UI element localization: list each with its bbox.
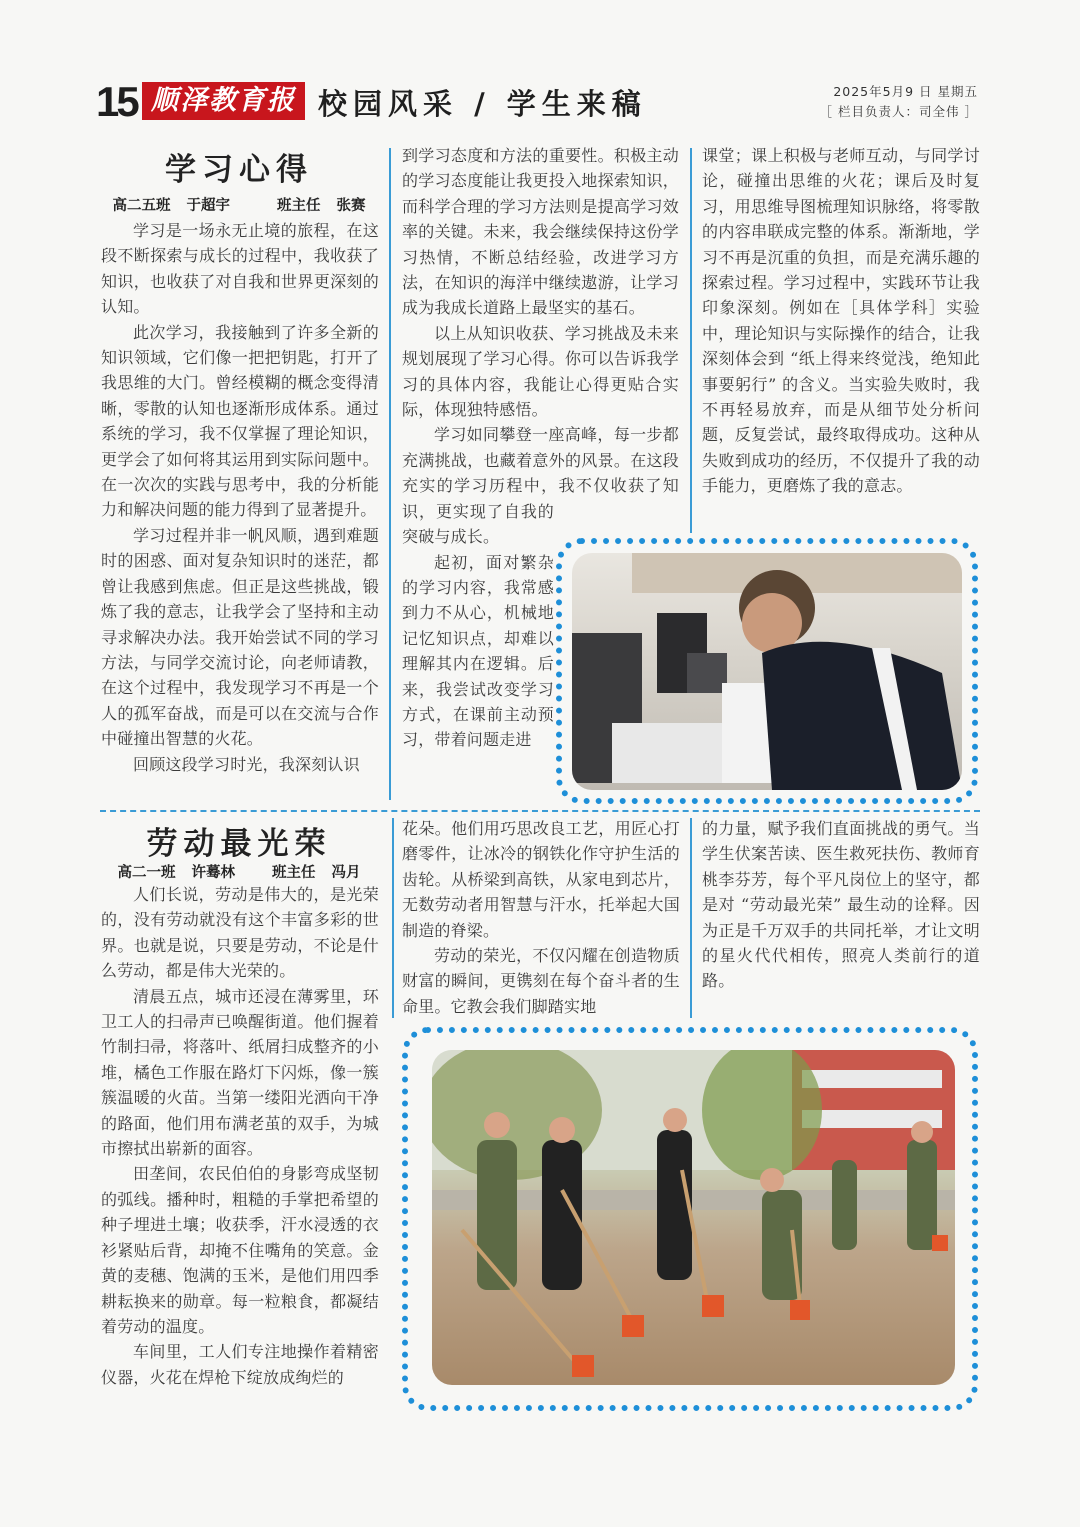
author-class: 高二一班 (117, 865, 176, 881)
paragraph: 回顾这段学习时光，我深刻认识 (133, 754, 360, 774)
students-labor-photo (432, 1050, 955, 1385)
article-title: 劳动最光荣 (146, 826, 332, 862)
article-column (702, 143, 980, 499)
paragraph: 劳动的荣光，不仅闪耀在创造物质财富的瞬间，更镌刻在每个奋斗者的生命里。它教会我们脚踏实地 (402, 946, 680, 1016)
page-number: 15 (96, 78, 137, 125)
column-editor: ［ 栏目负责人：司全伟 ］ (819, 104, 978, 119)
article-column (702, 816, 980, 994)
teacher-name: 张赛 (336, 198, 366, 214)
issue-date: 2025年5月9 日 星期五 (833, 84, 978, 99)
paragraph: 课堂；课上积极与老师互动，与同学讨论，碰撞出思维的火花；课后及时复习，用思维导图梳理知识脉络，将零散的内容串联成完整的体系。渐渐地，学习不再是沉重的负担，而是充满乐趣的探索过程。学习过程中，实践环节让我印象深刻。例如在［具体学科］实验中，理论知识与实际操作的结合，让我深刻体会到 “纸上得来终觉浅，绝知此事要躬行” 的含义。当实验失败时，我不再轻易放弃，而是从细节处分析问题，反复尝试，最终取得成功。这种从失败到成功的经历，不仅提升了我的动手能力，更磨炼了我的意志。 (702, 146, 980, 496)
author-name: 于超宇 (186, 198, 230, 214)
paragraph: 学习是一场永无止境的旅程，在这段不断探索与成长的过程中，我收获了知识，也收获了对自我和世界更深刻的认知。 (101, 221, 379, 317)
student-studying-photo (572, 553, 962, 790)
column-divider (389, 148, 391, 800)
column-divider (392, 818, 394, 1018)
paragraph: 学习如同攀登一座高峰，每一步都充满挑战，也藏着意外的风景。在这段充实的学习历程中，我不仅收获了知识，更实现了自我的突破与成长。 (402, 425, 679, 547)
paragraph: 清晨五点，城市还浸在薄雾里，环卫工人的扫帚声已唤醒街道。他们握着竹制扫帚，将落叶、纸屑扫成整齐的小堆，橘色工作服在路灯下闪烁，像一簇簇温暖的火苗。当第一缕阳光洒向干净的路面，他们用布满老茧的双手，为城市擦拭出崭新的面容。 (101, 986, 379, 1159)
article-column (101, 218, 379, 777)
paragraph: 学习过程并非一帆风顺，遇到难题时的困惑、面对复杂知识时的迷茫，都曾让我感到焦虑。但正是这些挑战，锻炼了我的意志，让我学会了坚持和主动寻求解决办法。我开始尝试不同的学习方法，与同学交流讨论，向老师请教，在这个过程中，我发现学习不再是一个人的孤军奋战，而是可以在交流与合作中碰撞出智慧的火花。 (101, 525, 379, 749)
column-divider (690, 818, 692, 1018)
article-byline (100, 194, 378, 215)
paragraph: 人们长说，劳动是伟大的，是光荣的，没有劳动就没有这个丰富多彩的世界。也就是说，只要是劳动，不论是什么劳动，都是伟大光荣的。 (101, 885, 379, 981)
article-title: 学习心得 (165, 152, 313, 188)
paragraph: 田垄间，农民伯伯的身影弯成坚韧的弧线。播种时，粗糙的手掌把希望的种子埋进土壤；收获季，汗水浸透的衣衫紧贴后背，却掩不住嘴角的笑意。金黄的麦穗、饱满的玉米，是他们用四季耕耘换来的勋章。每一粒粮食，都凝结着劳动的温度。 (101, 1164, 379, 1336)
newspaper-masthead-logo: 顺泽教育报 (142, 82, 305, 120)
paragraph: 到学习态度和方法的重要性。积极主动的学习态度能让我更投入地探索知识，而科学合理的学习方法则是提高学习效率的关键。未来，我会继续保持这份学习热情，不断总结经验，改进学习方法，在知识的海洋中继续遨游，让学习成为我成长道路上最坚实的基石。 (402, 146, 679, 318)
author-class: 高二五班 (112, 198, 171, 214)
teacher-label: 班主任 (277, 198, 321, 214)
paragraph: 起初，面对繁杂的学习内容，我常感到力不从心，机械地记忆知识点，却难以理解其内在逻辑。后来，我尝试改变学习方式，在课前主动预习，带着问题走进 (402, 552, 554, 750)
issue-info (806, 82, 978, 122)
photo-illustration (432, 1050, 955, 1385)
article-byline (100, 861, 378, 882)
article-column (402, 816, 680, 1019)
teacher-name: 冯月 (331, 865, 361, 881)
paragraph: 花朵。他们用巧思改良工艺，用匠心打磨零件，让冰冷的钢铁化作守护生活的齿轮。从桥梁到高铁，从家电到芯片，无数劳动者用智慧与汗水，托举起大国制造的脊梁。 (402, 819, 680, 940)
column-divider (690, 148, 692, 533)
paragraph: 以上从知识收获、学习挑战及未来规划展现了学习心得。你可以告诉我学习的具体内容，我能让心得更贴合实际，体现独特感悟。 (402, 323, 679, 420)
photo-illustration (572, 553, 962, 790)
paragraph: 此次学习，我接触到了许多全新的知识领域，它们像一把把钥匙，打开了我思维的大门。曾经模糊的概念变得清晰，零散的认知也逐渐形成体系。通过系统的学习，我不仅掌握了理论知识，更学会了如何将其运用到实际问题中。在一次次的实践与思考中，我的分析能力和解决问题的能力得到了显著提升。 (101, 322, 379, 520)
paragraph: 车间里，工人们专注地操作着精密仪器，火花在焊枪下绽放成绚烂的 (101, 1342, 379, 1387)
teacher-label: 班主任 (272, 865, 316, 881)
paragraph: 的力量，赋予我们直面挑战的勇气。当学生伏案苦读、医生救死扶伤、教师育桃李芬芳，每个平凡岗位上的坚守，都是对 “劳动最光荣” 最生动的诠释。因为正是千万双手的共同托举，才让文明的星火代代相传，照亮人类前行的道路。 (702, 819, 980, 991)
article-column (101, 882, 379, 1390)
section-title: 校园风采 / 学生来稿 (318, 87, 647, 121)
author-name: 许蓦林 (191, 865, 235, 881)
